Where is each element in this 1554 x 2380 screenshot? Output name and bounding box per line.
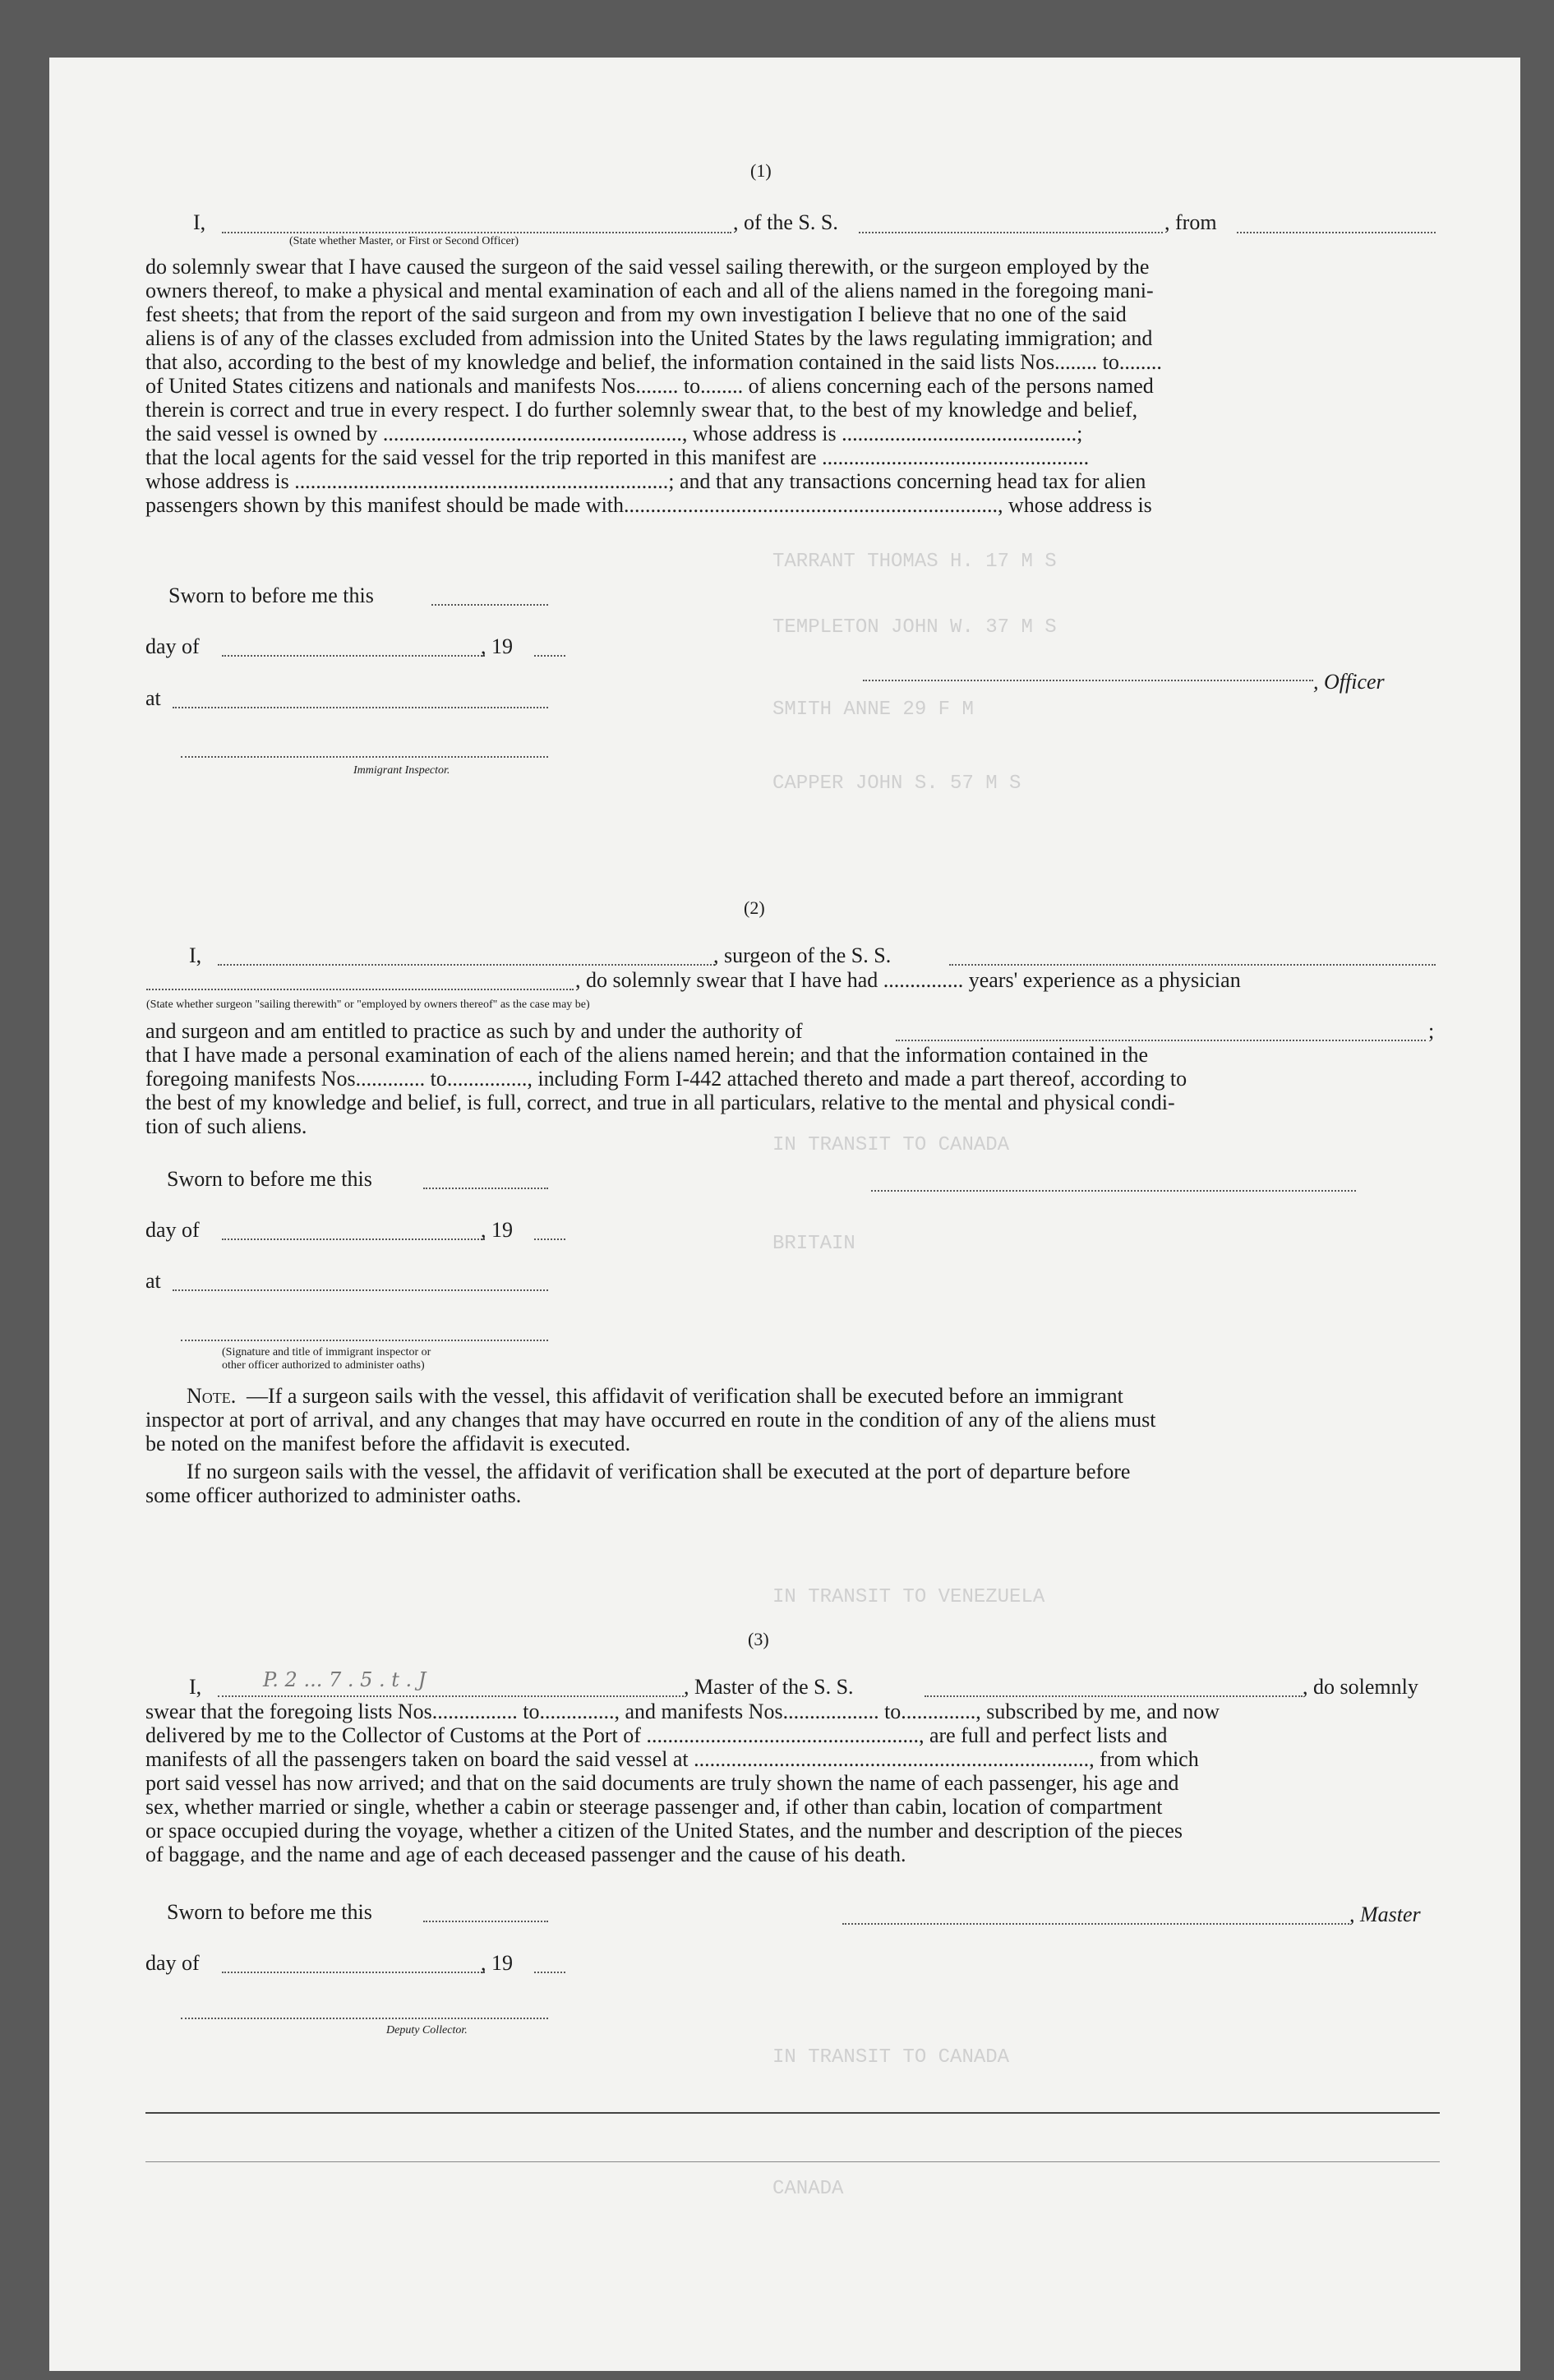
signature-caption: other officer authorized to administer oaths) xyxy=(222,1359,425,1372)
bottom-rule xyxy=(145,2161,1440,2162)
at-place-field[interactable] xyxy=(173,1289,548,1291)
body-line: aliens is of any of the classes excluded from admission into the United States by the laws regulating immigration; and xyxy=(145,326,1153,350)
handwritten-name: P. 2 ... 7 . 5 . t . J xyxy=(263,1668,427,1691)
bleed-through-text: IN TRANSIT TO VENEZUELA xyxy=(772,1586,1045,1608)
body-line: whose address is ......................................................................; and that any transactions concerning head tax for alien xyxy=(145,469,1146,493)
section-1-number: (1) xyxy=(750,160,772,181)
inspector-caption: Immigrant Inspector. xyxy=(353,764,450,777)
day-of-field[interactable] xyxy=(222,655,485,657)
body-line: swear that the foregoing lists Nos................ to.............., and manifests Nos.................. to.............., subscribed by me, and now xyxy=(145,1700,1220,1723)
year-field[interactable] xyxy=(534,1972,565,1973)
authority-field[interactable] xyxy=(896,1040,1426,1041)
surgeon-signature-field[interactable] xyxy=(871,1190,1356,1192)
master-caption: (State whether Master, or First or Second Officer) xyxy=(289,235,519,247)
section-2-number: (2) xyxy=(744,897,765,918)
surgeon-of-label: , surgeon of the S. S. xyxy=(713,943,892,967)
from-port-field[interactable] xyxy=(1237,232,1436,233)
note-label: Note. xyxy=(187,1384,237,1408)
surgeon-vessel-field[interactable] xyxy=(949,964,1436,966)
bleed-through-text: SMITH ANNE 29 F M xyxy=(772,699,974,721)
surgeon-affiant-label: I, xyxy=(189,943,202,967)
collector-caption: Deputy Collector. xyxy=(386,2024,468,2036)
note-line: inspector at port of arrival, and any changes that may have occurred en route in the condition of any of the aliens must xyxy=(145,1408,1156,1432)
body-line: or space occupied during the voyage, whether a citizen of the United States, and the number and description of the pieces xyxy=(145,1819,1183,1843)
body-line: passengers shown by this manifest should be made with......................................................................, whose address is xyxy=(145,493,1152,517)
bleed-through-text: CANADA xyxy=(772,2178,844,2200)
sworn-date-field[interactable] xyxy=(431,604,548,606)
body-line: of United States citizens and nationals and manifests Nos........ to........ of aliens concerning each of the persons named xyxy=(145,374,1154,398)
authority-semicolon: ; xyxy=(1428,1019,1435,1043)
body-line: that I have made a personal examination of each of the aliens named herein; and that the information contained in the xyxy=(145,1043,1149,1067)
vessel-name-field[interactable] xyxy=(859,232,1163,233)
body-line: the said vessel is owned by ........................................................, whose address is ............................................; xyxy=(145,422,1083,445)
body-line: sex, whether married or single, whether a cabin or steerage passenger and, if other than cabin, location of compartment xyxy=(145,1795,1163,1819)
body-line: of baggage, and the name and age of each deceased passenger and the cause of his death. xyxy=(145,1843,906,1866)
inspector-signature-field[interactable] xyxy=(181,756,548,758)
sworn-label: Sworn to before me this xyxy=(168,583,374,607)
year-label: , 19 xyxy=(481,1951,513,1975)
of-ss-label: , of the S. S. xyxy=(733,210,838,234)
affiant-label: I, xyxy=(193,210,206,234)
note-line: If no surgeon sails with the vessel, the affidavit of verification shall be executed at the port of departure before xyxy=(187,1460,1131,1483)
master-of-label: , Master of the S. S. xyxy=(684,1675,854,1699)
sworn-date-field[interactable] xyxy=(423,1188,548,1189)
day-of-field[interactable] xyxy=(222,1972,485,1973)
master-affiant-label: I, xyxy=(189,1675,202,1699)
body-line: owners thereof, to make a physical and mental examination of each and all of the aliens named in the foregoing mani- xyxy=(145,279,1154,302)
bleed-through-text: IN TRANSIT TO CANADA xyxy=(772,1134,1010,1156)
affiant-name-field[interactable] xyxy=(222,232,731,233)
day-of-field[interactable] xyxy=(222,1238,485,1240)
body-line: that the local agents for the said vessel for the trip reported in this manifest are .................................................. xyxy=(145,445,1090,469)
surgeon-status-field[interactable] xyxy=(146,989,574,990)
signature-caption: (Signature and title of immigrant inspector or xyxy=(222,1346,431,1358)
swear-years-line: , do solemnly swear that I have had ............... years' experience as a physician xyxy=(575,968,1241,992)
at-place-field[interactable] xyxy=(173,707,548,708)
body-line: that also, according to the best of my knowledge and belief, the information contained in the said lists Nos........ to........ xyxy=(145,350,1162,374)
day-of-label: day of xyxy=(145,1951,200,1975)
sworn-date-field[interactable] xyxy=(423,1921,548,1922)
at-label: at xyxy=(145,1269,161,1293)
body-line: the best of my knowledge and belief, is full, correct, and true in all particulars, relative to the mental and physical condi- xyxy=(145,1091,1175,1114)
affidavit-page xyxy=(49,58,1520,2371)
note-line: —If a surgeon sails with the vessel, this affidavit of verification shall be executed before an immigrant xyxy=(247,1384,1123,1408)
section-3-number: (3) xyxy=(748,1629,769,1649)
body-line: therein is correct and true in every respect. I do further solemnly swear that, to the best of my knowledge and belief, xyxy=(145,398,1138,422)
body-line: foregoing manifests Nos............. to..............., including Form I-442 attached thereto and made a part thereof, according to xyxy=(145,1067,1187,1091)
surgeon-name-field[interactable] xyxy=(218,964,715,966)
note-line: some officer authorized to administer oaths. xyxy=(145,1483,522,1507)
body-line: port said vessel has now arrived; and that on the said documents are truly shown the name of each passenger, his age and xyxy=(145,1771,1179,1795)
body-line: fest sheets; that from the report of the said surgeon and from my own investigation I believe that no one of the said xyxy=(145,302,1127,326)
bleed-through-text: IN TRANSIT TO CANADA xyxy=(772,2046,1010,2069)
do-solemnly-label: , do solemnly xyxy=(1303,1675,1418,1699)
surgeon-caption: (State whether surgeon "sailing therewith" or "employed by owners thereof" as the case may be) xyxy=(146,999,590,1011)
officer-signature-field[interactable] xyxy=(863,680,1313,681)
bottom-rule xyxy=(145,2112,1440,2114)
year-field[interactable] xyxy=(534,655,565,657)
body-line: do solemnly swear that I have caused the surgeon of the said vessel sailing therewith, or the surgeon employed by the xyxy=(145,255,1150,279)
day-of-label: day of xyxy=(145,1218,200,1242)
sworn-label: Sworn to before me this xyxy=(167,1167,372,1191)
collector-signature-field[interactable] xyxy=(181,2018,548,2019)
year-label: , 19 xyxy=(481,634,513,658)
day-of-label: day of xyxy=(145,634,200,658)
master-label: , Master xyxy=(1349,1903,1421,1926)
master-vessel-field[interactable] xyxy=(925,1695,1303,1697)
bleed-through-text: BRITAIN xyxy=(772,1233,855,1255)
at-label: at xyxy=(145,686,161,710)
body-line: and surgeon and am entitled to practice as such by and under the authority of xyxy=(145,1019,803,1043)
bleed-through-text: TARRANT THOMAS H. 17 M S xyxy=(772,551,1057,573)
from-label: , from xyxy=(1164,210,1217,234)
bleed-through-text: CAPPER JOHN S. 57 M S xyxy=(772,773,1021,795)
master-signature-field[interactable] xyxy=(842,1923,1349,1925)
sworn-label: Sworn to before me this xyxy=(167,1900,372,1924)
bleed-through-text: TEMPLETON JOHN W. 37 M S xyxy=(772,616,1057,639)
body-line: manifests of all the passengers taken on board the said vessel at .........................................................................., from which xyxy=(145,1747,1199,1771)
note-line: be noted on the manifest before the affidavit is executed. xyxy=(145,1432,631,1455)
year-label: , 19 xyxy=(481,1218,513,1242)
master-name-field[interactable] xyxy=(218,1695,684,1697)
year-field[interactable] xyxy=(534,1238,565,1240)
body-line: tion of such aliens. xyxy=(145,1114,307,1138)
body-line: delivered by me to the Collector of Customs at the Port of ..................................................., are full and perfect lists and xyxy=(145,1723,1168,1747)
officer-label: , Officer xyxy=(1313,670,1385,694)
officer-signature-field[interactable] xyxy=(181,1340,548,1341)
